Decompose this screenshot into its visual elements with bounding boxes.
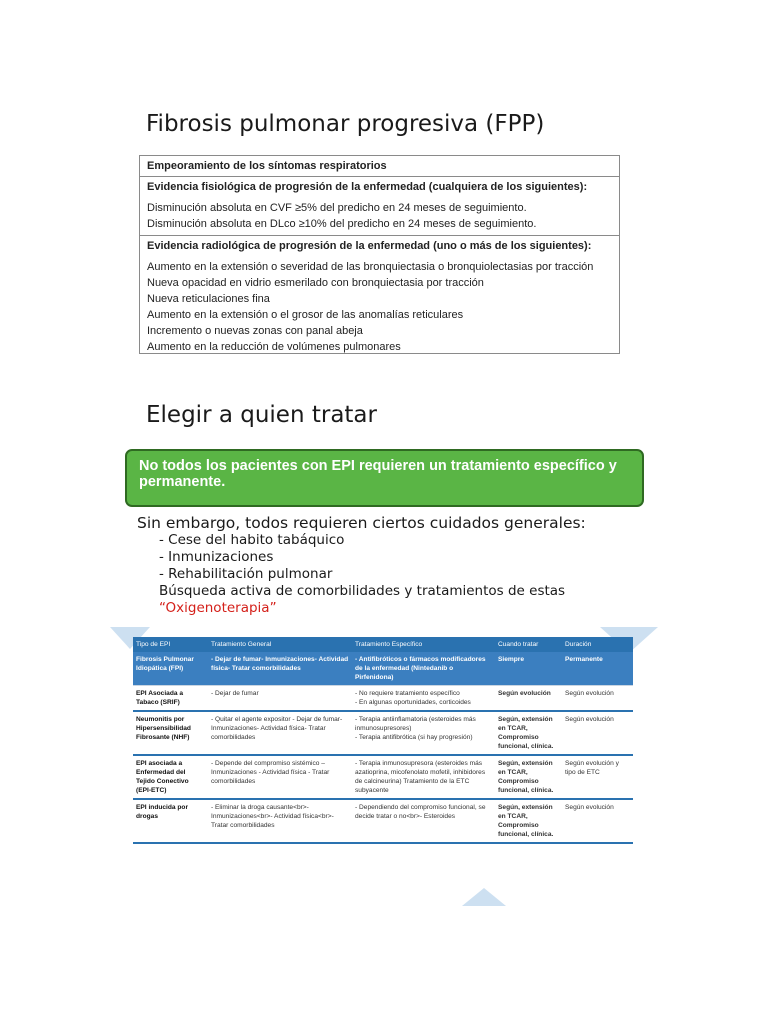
table-cell: - Eliminar la droga causante<br>- Inmunizaciones<br>- Actividad física<br>- Tratar comorbilidades (208, 799, 352, 843)
treatment-table-header-row (133, 637, 633, 652)
column-header: Cuando tratar (495, 637, 562, 652)
table-cell: Siempre (495, 652, 562, 686)
care-item: - Rehabilitación pulmonar (159, 566, 333, 582)
table-cell: Fibrosis Pulmonar Idiopática (FPI) (133, 652, 208, 686)
care-extra: Búsqueda activa de comorbilidades y tratamientos de estas (159, 583, 566, 599)
criteria-item: Nueva opacidad en vidrio esmerilado con bronquiectasia por tracción (147, 277, 484, 289)
decorative-chevron-bottom (462, 888, 506, 906)
table-row (133, 686, 633, 712)
table-cell: Según, extensión en TCAR, Compromiso funcional, clínica. (495, 755, 562, 799)
section-title-who-to-treat: Elegir a quien tratar (146, 402, 377, 428)
table-cell: - Dejar de fumar- Inmunizaciones- Actividad física- Tratar comorbilidades (208, 652, 352, 686)
criteria-row-radiologic (140, 236, 619, 358)
table-cell: - Terapia antiinflamatoria (esteroides más inmunosupresores) - Terapia antifibrótica (si hay progresión) (352, 711, 495, 755)
table-row (133, 711, 633, 755)
criteria-row-symptoms (140, 156, 619, 177)
criteria-item: Aumento en la reducción de volúmenes pulmonares (147, 341, 401, 353)
table-cell: - No requiere tratamiento específico - En algunas oportunidades, corticoides (352, 686, 495, 712)
column-header: Tratamiento Específico (352, 637, 495, 652)
table-cell: Según, extensión en TCAR, Compromiso funcional, clínica. (495, 799, 562, 843)
table-row (133, 799, 633, 843)
table-cell: Neumonitis por Hipersensibilidad Fibrosante (NHF) (133, 711, 208, 755)
table-cell: EPI inducida por drogas (133, 799, 208, 843)
table-cell: - Antifibróticos o fármacos modificadores de la enfermedad (Nintedanib o Pirfenidona) (352, 652, 495, 686)
criteria-item: Disminución absoluta en CVF ≥5% del predicho en 24 meses de seguimiento. (147, 202, 527, 214)
section-title-fpp: Fibrosis pulmonar progresiva (FPP) (146, 111, 545, 137)
fpp-criteria-table (139, 155, 620, 354)
table-cell: - Terapia inmunosupresora (esteroides más azatioprina, micofenolato mofetil, inhibidores de calcineurina) Tratamiento de la ETC subyacente (352, 755, 495, 799)
table-cell: - Depende del compromiso sistémico – Inmunizaciones - Actividad física - Tratar comorbilidades (208, 755, 352, 799)
general-care-list (137, 515, 586, 617)
treatment-table (133, 637, 633, 844)
criteria-row-physiologic (140, 177, 619, 236)
table-cell: EPI asociada a Enfermedad del Tejido Conectivo (EPI-ETC) (133, 755, 208, 799)
care-items (137, 532, 586, 583)
table-cell: Según, extensión en TCAR, Compromiso funcional, clínica. (495, 711, 562, 755)
callout-banner: No todos los pacientes con EPI requieren un tratamiento específico y permanente. (125, 449, 644, 507)
criteria-header-symptoms: Empeoramiento de los síntomas respiratorios (147, 160, 387, 172)
table-cell: Según evolución (562, 799, 633, 843)
column-header: Tratamiento General (208, 637, 352, 652)
care-oxygen: “Oxigenoterapia” (159, 600, 277, 616)
table-row (133, 652, 633, 686)
table-row (133, 755, 633, 799)
column-header: Duración (562, 637, 633, 652)
care-intro: Sin embargo, todos requieren ciertos cuidados generales: (137, 514, 586, 532)
table-cell: Según evolución y tipo de ETC (562, 755, 633, 799)
criteria-header-physiologic: Evidencia fisiológica de progresión de la enfermedad (cualquiera de los siguientes): (147, 181, 588, 193)
column-header: Tipo de EPI (133, 637, 208, 652)
table-cell: - Quitar el agente expositor - Dejar de fumar- Inmunizaciones- Actividad física- Tratar comorbilidades (208, 711, 352, 755)
criteria-item: Aumento en la extensión o severidad de las bronquiectasia o bronquiolectasias por tracción (147, 261, 594, 273)
criteria-item: Disminución absoluta en DLco ≥10% del predicho en 24 meses de seguimiento. (147, 218, 537, 230)
criteria-item: Aumento en la extensión o el grosor de las anomalías reticulares (147, 309, 464, 321)
table-cell: Según evolución (562, 711, 633, 755)
table-cell: Según evolución (562, 686, 633, 712)
table-cell: Según evolución (495, 686, 562, 712)
criteria-item: Nueva reticulaciones fina (147, 293, 270, 305)
criteria-header-radiologic: Evidencia radiológica de progresión de la enfermedad (uno o más de los siguientes): (147, 240, 592, 252)
table-cell: EPI Asociada a Tabaco (SRIF) (133, 686, 208, 712)
criteria-item: Incremento o nuevas zonas con panal abeja (147, 325, 363, 337)
table-cell: - Dejar de fumar (208, 686, 352, 712)
care-item: - Inmunizaciones (159, 549, 274, 565)
table-cell: - Dependiendo del compromiso funcional, se decide tratar o no<br>- Esteroides (352, 799, 495, 843)
table-cell: Permanente (562, 652, 633, 686)
care-item: - Cese del habito tabáquico (159, 532, 345, 548)
